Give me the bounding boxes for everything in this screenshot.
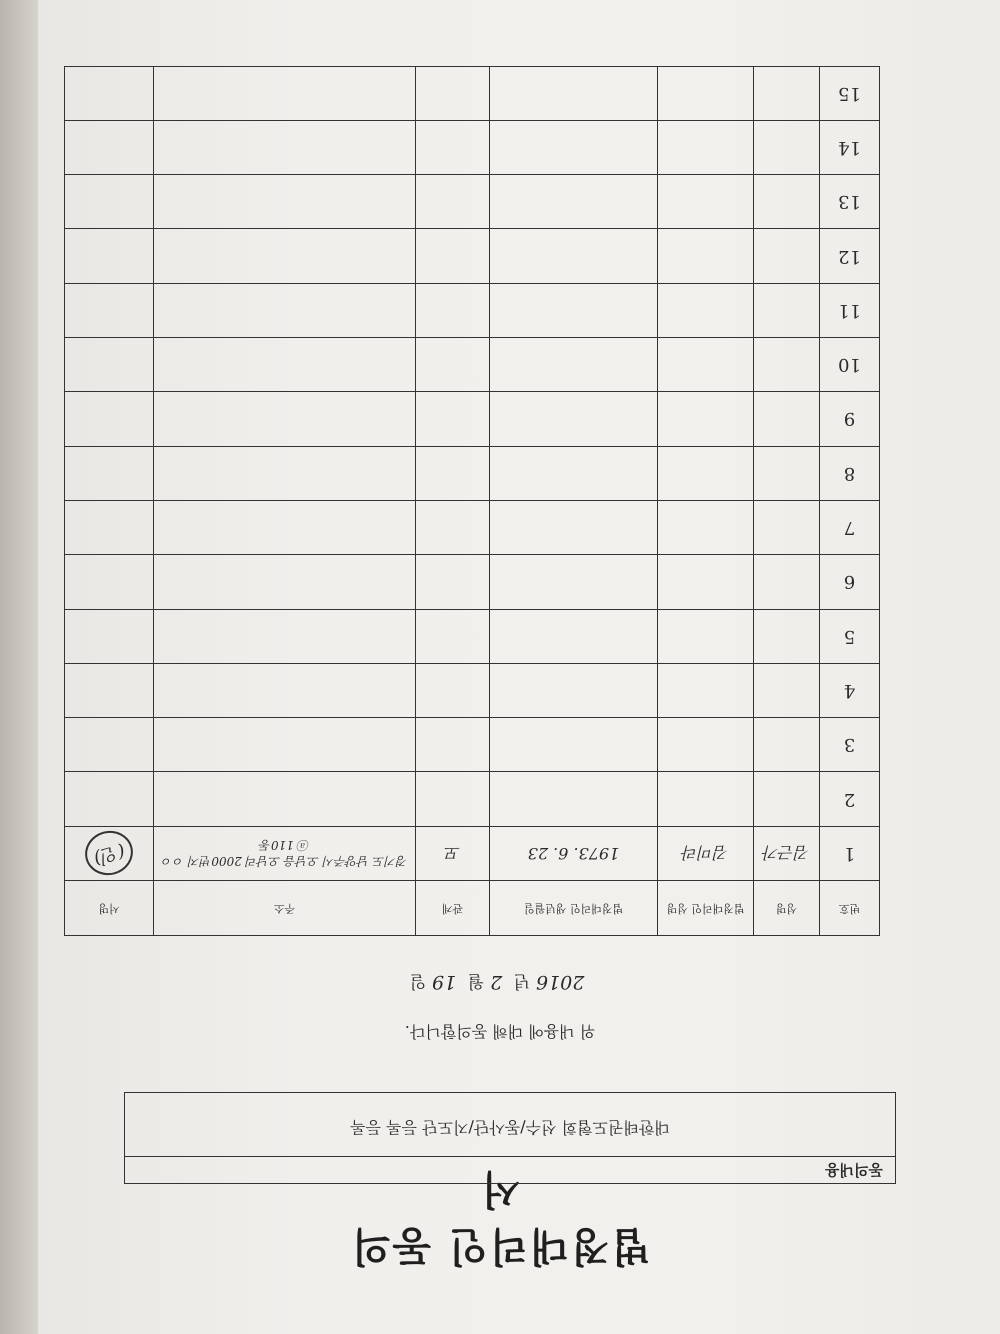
row-no: 15 (820, 66, 880, 120)
row-signature (65, 392, 154, 446)
row-guardian-birth (490, 718, 658, 772)
row-signature (65, 609, 154, 663)
row-name (754, 826, 820, 880)
row-relation (416, 718, 490, 772)
row-name (754, 500, 820, 554)
table-row (65, 229, 880, 283)
row-address (154, 283, 416, 337)
row-guardian-name (658, 120, 754, 174)
row-no: 9 (820, 392, 880, 446)
date-line (0, 971, 1000, 996)
row-no: 14 (820, 120, 880, 174)
row-guardian-name (658, 283, 754, 337)
date-month-unit: 월 (467, 971, 485, 991)
row-guardian-name (658, 718, 754, 772)
row-address (154, 555, 416, 609)
row-relation (416, 826, 490, 880)
row-address (154, 772, 416, 826)
agree-statement: 위 내용에 대해 동의합니다. (404, 1022, 596, 1041)
row-name (754, 392, 820, 446)
table-row (65, 718, 880, 772)
row-guardian-name (658, 175, 754, 229)
row-no: 7 (820, 500, 880, 554)
row-relation (416, 555, 490, 609)
row-relation (416, 175, 490, 229)
row-name (754, 555, 820, 609)
header-guardian-name: 법정대리인 성명 (658, 881, 754, 936)
row-guardian-birth (490, 283, 658, 337)
row-address (154, 718, 416, 772)
row-no: 11 (820, 283, 880, 337)
row-no: 12 (820, 229, 880, 283)
row-relation (416, 609, 490, 663)
row-no: 13 (820, 175, 880, 229)
row-no: 1 (820, 826, 880, 880)
header-relation: 관계 (416, 881, 490, 936)
row-relation (416, 772, 490, 826)
row-no: 6 (820, 555, 880, 609)
row-name (754, 120, 820, 174)
date-day-unit: 일 (409, 971, 427, 991)
row-guardian-birth (490, 120, 658, 174)
row-relation (416, 229, 490, 283)
table-row (65, 609, 880, 663)
row-relation (416, 66, 490, 120)
row-address (154, 446, 416, 500)
row-guardian-name (658, 446, 754, 500)
table-row (65, 446, 880, 500)
row-address-text: 경기도 남양주시 오남읍 오남리 2000번지 ㅇㅇⓐ 110동 (161, 838, 408, 869)
row-relation (416, 338, 490, 392)
row-guardian-name (658, 500, 754, 554)
table-row (65, 338, 880, 392)
row-address (154, 175, 416, 229)
row-relation (416, 663, 490, 717)
row-guardian-birth (490, 338, 658, 392)
table-header-row (65, 881, 880, 936)
row-name (754, 609, 820, 663)
table-row (65, 283, 880, 337)
row-signature (65, 229, 154, 283)
row-address (154, 826, 416, 880)
row-address (154, 229, 416, 283)
row-name (754, 718, 820, 772)
row-relation (416, 283, 490, 337)
row-guardian-name (658, 66, 754, 120)
row-name (754, 66, 820, 120)
row-guardian-birth (490, 826, 658, 880)
row-relation (416, 446, 490, 500)
table-row (65, 772, 880, 826)
row-address (154, 120, 416, 174)
row-guardian-name (658, 609, 754, 663)
row-relation (416, 392, 490, 446)
table-row (65, 66, 880, 120)
table-row (65, 663, 880, 717)
row-signature (65, 500, 154, 554)
row-address (154, 663, 416, 717)
row-name (754, 283, 820, 337)
row-signature (65, 772, 154, 826)
row-address (154, 500, 416, 554)
row-guardian-birth (490, 66, 658, 120)
row-guardian-name (658, 826, 754, 880)
row-signature (65, 718, 154, 772)
row-no: 5 (820, 609, 880, 663)
table-row (65, 555, 880, 609)
row-guardian-birth (490, 555, 658, 609)
row-no: 10 (820, 338, 880, 392)
row-name (754, 663, 820, 717)
header-address: 주소 (154, 881, 416, 936)
row-signature (65, 175, 154, 229)
row-relation (416, 120, 490, 174)
table-row (65, 500, 880, 554)
row-name (754, 229, 820, 283)
date-year: 2016 (536, 971, 585, 993)
row-address (154, 392, 416, 446)
row-name (754, 175, 820, 229)
row-signature (65, 283, 154, 337)
row-signature (65, 338, 154, 392)
date-month: 2 (490, 971, 503, 993)
table-row (65, 120, 880, 174)
row-address (154, 338, 416, 392)
table-row (65, 392, 880, 446)
row-no: 8 (820, 446, 880, 500)
row-guardian-birth (490, 500, 658, 554)
consent-text: 대한태권도협회 선수/동사단/지도단 등록 등록 (350, 1118, 670, 1137)
row-name-text: 김근가 (763, 842, 810, 862)
row-signature (65, 555, 154, 609)
row-name (754, 772, 820, 826)
row-signature (65, 66, 154, 120)
row-no: 4 (820, 663, 880, 717)
guardian-roster-table (64, 66, 880, 936)
table-row (65, 175, 880, 229)
row-guardian-name (658, 772, 754, 826)
row-signature (65, 446, 154, 500)
signature-mark: (인) (80, 826, 138, 880)
row-relation-text: 모 (444, 842, 461, 862)
header-no: 번호 (820, 881, 880, 936)
header-guardian-birth: 법정대리인 생년월일 (490, 881, 658, 936)
row-address (154, 609, 416, 663)
row-guardian-birth (490, 392, 658, 446)
row-guardian-birth (490, 609, 658, 663)
row-guardian-birth (490, 446, 658, 500)
row-no: 3 (820, 718, 880, 772)
row-guardian-birth (490, 772, 658, 826)
row-relation (416, 500, 490, 554)
consent-header: 동의내용 (125, 1156, 895, 1183)
row-guardian-name (658, 392, 754, 446)
date-year-unit: 년 (513, 971, 531, 991)
row-guardian-name (658, 338, 754, 392)
row-signature (65, 120, 154, 174)
date-day: 19 (432, 971, 457, 993)
row-name (754, 338, 820, 392)
header-signature: 서명 (65, 881, 154, 936)
row-address (154, 66, 416, 120)
row-signature (65, 663, 154, 717)
row-guardian-birth (490, 663, 658, 717)
table-row (65, 826, 880, 880)
row-name (754, 446, 820, 500)
row-guardian-name (658, 663, 754, 717)
consent-box (124, 1092, 896, 1184)
row-guardian-name-text: 김미라 (682, 842, 729, 862)
row-signature (65, 826, 154, 880)
row-guardian-name (658, 229, 754, 283)
row-guardian-name (658, 555, 754, 609)
header-name: 성명 (754, 881, 820, 936)
row-guardian-birth-text: 1973. 6. 23 (527, 844, 620, 864)
row-no: 2 (820, 772, 880, 826)
row-guardian-birth (490, 229, 658, 283)
row-guardian-birth (490, 175, 658, 229)
document-title: 법정대리인 동의서 (349, 1166, 651, 1269)
